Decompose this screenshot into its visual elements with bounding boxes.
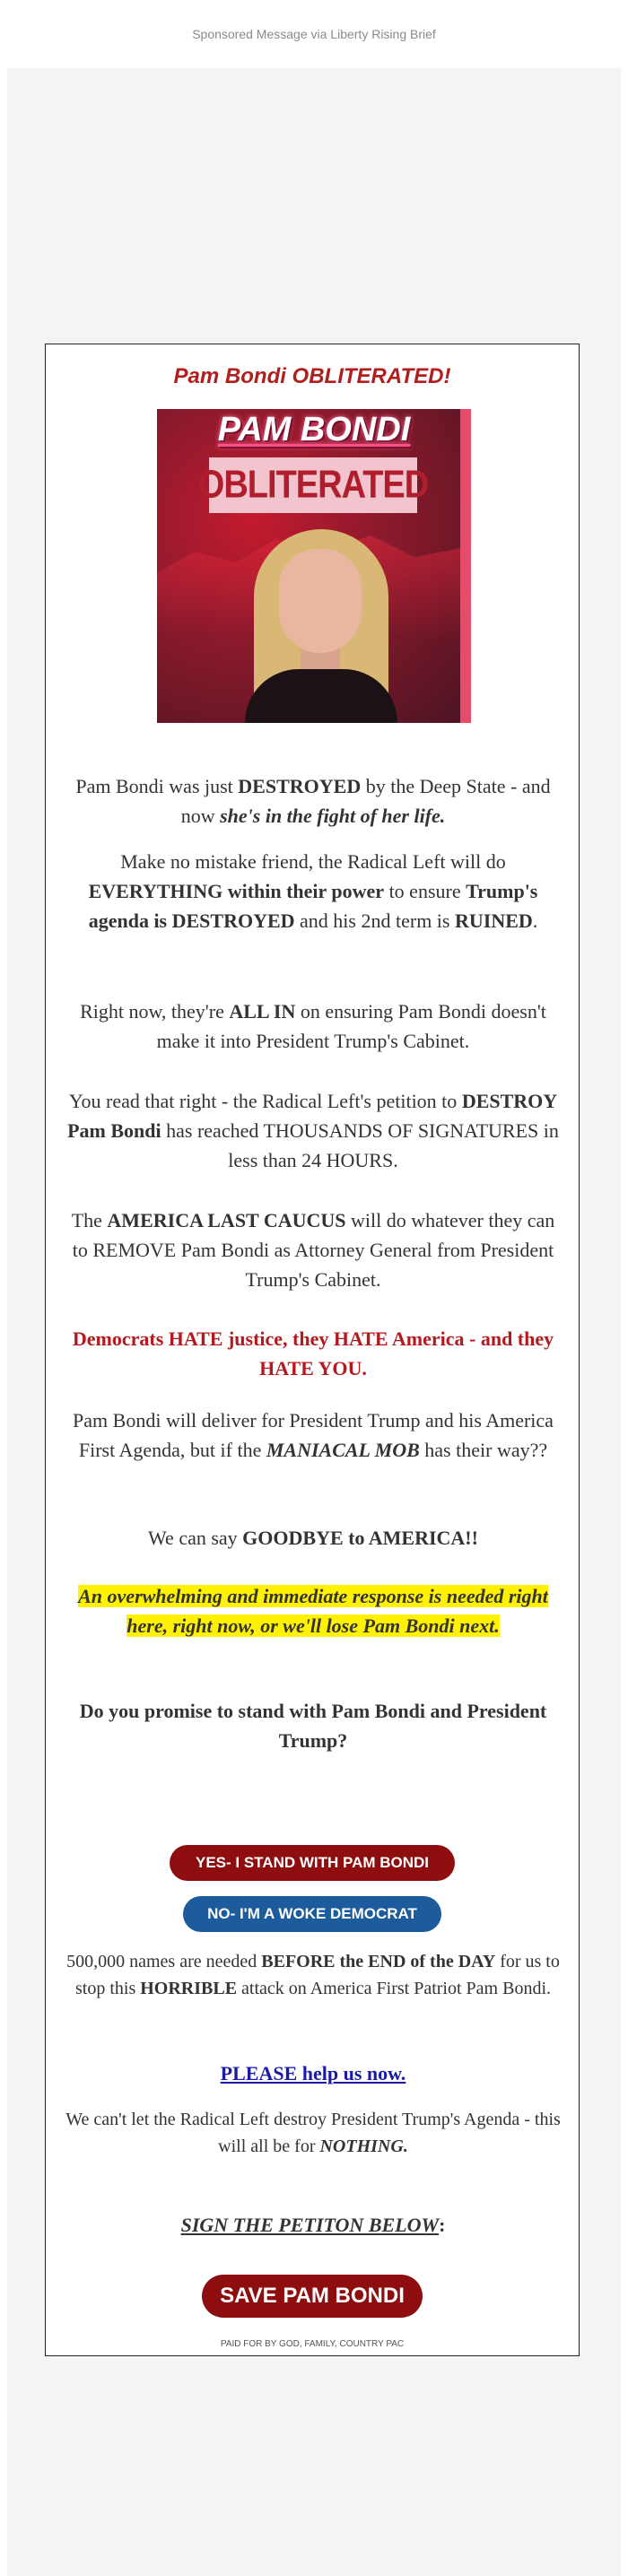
sign-petition-row: SIGN THE PETITON BELOW:: [180, 2214, 446, 2236]
paragraph-america-last: The AMERICA LAST CAUCUS will do whatever they can to REMOVE Pam Bondi as Attorney General from President Trump's Cabinet.: [71, 1209, 555, 1291]
paragraph-maniacal-mob: Pam Bondi will deliver for President Trump and his America First Agenda, but if the MANIACAL MOB has their way??: [73, 1409, 554, 1461]
paragraph-names-needed: 500,000 names are needed BEFORE the END of the DAY for us to stop this HORRIBLE attack on America First Patriot Pam Bondi.: [66, 1952, 560, 1998]
sponsor-text: Sponsored Message via Liberty Rising Brief: [192, 27, 436, 41]
paragraph-petition: You read that right - the Radical Left's petition to DESTROY Pam Bondi has reached THOUSANDS OF SIGNATURES in less than 24 HOURS.: [67, 1090, 559, 1171]
paid-for-footer: PAID FOR BY GOD, FAMILY, COUNTRY PAC: [220, 2339, 405, 2349]
help-link[interactable]: PLEASE help us now.: [220, 2062, 406, 2084]
help-link-row: [64, 2058, 563, 2088]
no-democrat-button[interactable]: NO- I'M A WOKE DEMOCRAT: [183, 1896, 441, 1932]
paragraph-urgent-highlight: An overwhelming and immediate response is needed right here, right now, or we'll lose Pam Bondi next.: [78, 1585, 548, 1637]
paragraph-destroyed: Pam Bondi was just DESTROYED by the Deep State - and now she's in the fight of her life.: [75, 775, 551, 827]
paragraph-all-in: Right now, they're ALL IN on ensuring Pam Bondi doesn't make it into President Trump's Cabinet.: [80, 1000, 546, 1052]
yes-stand-button[interactable]: YES- I STAND WITH PAM BONDI: [170, 1845, 455, 1881]
hero-image[interactable]: [157, 409, 471, 723]
paragraph-radical-left: Make no mistake friend, the Radical Left will do EVERYTHING within their power to ensure Trump's agenda is DESTROYED and his 2nd term is RUINED.: [88, 850, 538, 932]
sign-petition-link[interactable]: SIGN THE PETITON BELOW: [180, 2214, 440, 2236]
portrait-figure: [245, 518, 397, 723]
paragraph-nothing: We can't let the Radical Left destroy President Trump's Agenda - this will all be for NOTHING.: [65, 2110, 561, 2156]
email-card: [45, 344, 580, 2356]
email-headline: Pam Bondi OBLITERATED!: [173, 364, 451, 388]
portrait-face: [279, 549, 362, 653]
hero-stripe: [460, 409, 471, 723]
paragraph-democrats-hate: Democrats HATE justice, they HATE America - and they HATE YOU.: [72, 1327, 554, 1379]
hero-title-box: [197, 457, 429, 513]
save-pam-bondi-button[interactable]: SAVE PAM BONDI: [202, 2275, 423, 2318]
hero-title-line2: OBLITERATED: [197, 463, 429, 507]
sponsor-banner: [0, 0, 628, 68]
hero-title-line1: PAM BONDI: [217, 411, 411, 448]
paragraph-promise-question: Do you promise to stand with Pam Bondi and President Trump?: [79, 1700, 547, 1752]
paragraph-goodbye: We can say GOODBYE to AMERICA!!: [148, 1527, 478, 1549]
